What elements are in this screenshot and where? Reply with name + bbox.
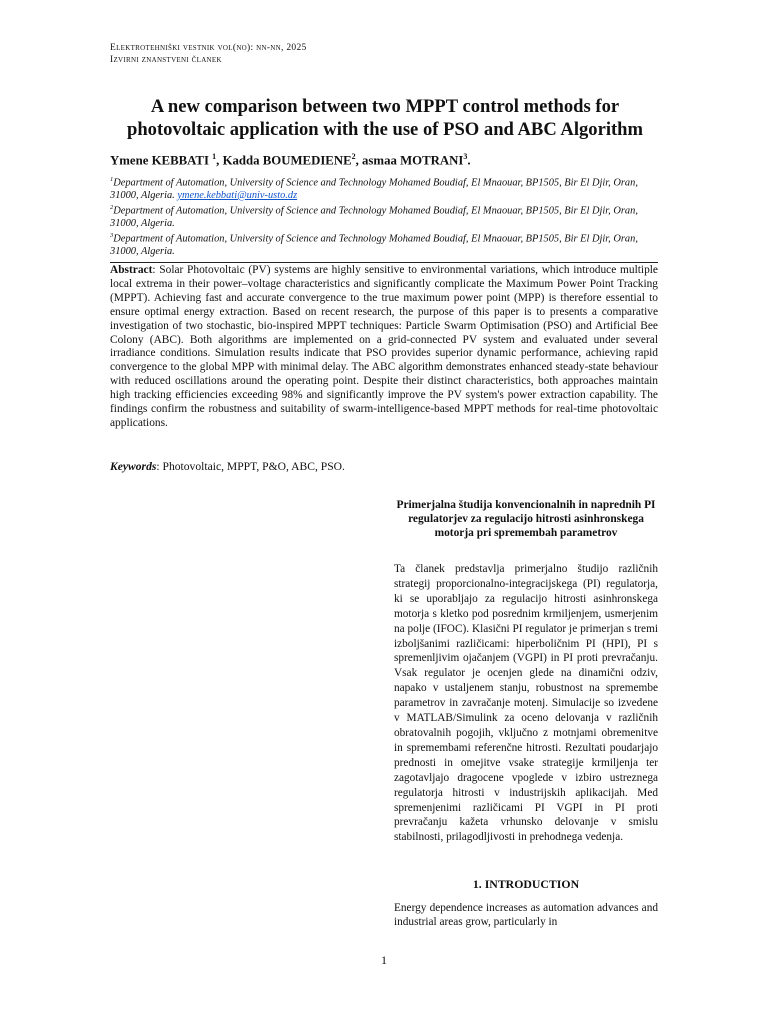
abstract-divider — [110, 262, 658, 263]
affiliation-item: $^2$Department of Automation, University of Science and Technology Mohamed Boudiaf, El Mnaouar, BP1505, Bir El Djir, Oran, 31000, Algeria. — [110, 204, 638, 229]
journal-header — [110, 42, 307, 66]
abstract-text: : Solar Photovoltaic (PV) systems are highly sensitive to environmental variations, which introduce multiple local extrema in their power–voltage characteristics and significantly complicate the Maximum Power Point Tracking (MPPT). Achieving fast and accurate convergence to the true maximum power point (MPP) is therefore essential to ensure optimal energy extraction. Based on recent research, the purpose of this paper is to presents a comparative investigation of two stochastic, bio-inspired MPPT techniques: Particle Swarm Optimisation (PSO) and Artificial Bee Colony (ABC). Both algorithms are implemented on a grid-connected PV system and evaluated under several irradiance conditions. Simulation results indicate that PSO provides superior dynamic performance, achieving rapid convergence to the global MPP with minimal delay. The ABC algorithm demonstrates enhanced steady-state behaviour with reduced oscillations around the operating point. Despite their distinct characteristics, both approaches maintain high tracking efficiencies exceeding 98% and significantly improve the PV system's power extraction capability. The findings confirm the robustness and suitability of swarm-intelligence-based MPPT methods for real-time photovoltaic applications. — [110, 264, 658, 429]
author-name: Ymene KEBBATI — [110, 153, 213, 168]
keywords — [110, 460, 345, 473]
email-link[interactable]: ymene.kebbati@univ-usto.dz — [177, 189, 298, 201]
author-affil-mark: 3 — [463, 152, 468, 161]
abstract-label: Abstract — [110, 264, 153, 276]
author-list: Ymene KEBBATI $^1$, Kadda BOUMEDIENE$^2$, asmaa MOTRANI$^3$. — [110, 152, 471, 168]
page-number: 1 — [381, 953, 387, 967]
author-affil-mark: 1 — [212, 152, 217, 161]
journal-line: Elektrotehniški vestnik vol(no): nn-nn, 2025 — [110, 43, 307, 53]
keywords-text: : Photovoltaic, MPPT, P&O, ABC, PSO. — [156, 460, 345, 473]
slovenian-abstract: Ta članek predstavlja primerjalno študijo različnih strategij proporcionalno-integracijskega (PI) regulatorja, ki se uporabljajo za regulacijo hitrosti asinhronskega motorja s kletko pod posrednim krmiljenjem, usmerjenim na polje (IFOC). Klasični PI regulator je primerjan s tremi izboljšanimi različicami: hiperboličnim PI (HPI), PI s spremenljivim ojačanjem (VGPI) in PI proti prevračanju. Vsak regulator je ocenjen glede na dinamični odziv, napako v ustaljenem stanju, robustnost na spremembe parametrov in zavračanje motenj. Simulacije so izvedene v MATLAB/Simulink za oceno delovanja v različnih obratovalnih pogojih, vključno z motnjami obremenitve in spremembami referenčne hitrosti. Rezultati poudarjajo prednosti in omejitve vsake strategije krmiljenja ter zagotavljajo dragocene vpoglede v izbiro ustreznega regulatorja hitrosti v industrijskih aplikacijah. Med spremenjenimi različicami PI VGPI in PI proti prevračanju kažeta vrhunsko delovanje v smislu stabilnosti, prilagodljivosti in prehodnega vedenja. — [394, 563, 658, 844]
introduction-text: Energy dependence increases as automation advances and industrial areas grow, particularly in — [394, 902, 658, 929]
author-name: Kadda BOUMEDIENE — [222, 153, 352, 168]
article-type-line: Izvirni znanstveni članek — [110, 55, 222, 65]
abstract — [110, 264, 658, 431]
author-affil-mark: 2 — [351, 152, 356, 161]
affiliation-item: $^3$Department of Automation, University of Science and Technology Mohamed Boudiaf, El Mnaouar, BP1505, Bir El Djir, Oran, 31000, Algeria. — [110, 232, 638, 257]
paper-title: A new comparison between two MPPT control methods for photovoltaic application with the use of PSO and ABC Algorithm — [126, 96, 644, 140]
affiliations — [110, 174, 658, 258]
slovenian-title: Primerjalna študija konvencionalnih in naprednih PI regulatorjev za regulacijo hitrosti asinhronskega motorja pri spremembah parametrov — [396, 499, 656, 540]
author-name: asmaa MOTRANI — [362, 153, 464, 168]
section-heading-introduction: 1. INTRODUCTION — [472, 877, 580, 891]
keywords-label: Keywords — [110, 460, 157, 473]
affiliation-item: $^1$Department of Automation, University of Science and Technology Mohamed Boudiaf, El Mnaouar, BP1505, Bir El Djir, Oran, 31000, Algeria. ymene.kebbati@univ-usto.dz — [110, 176, 638, 201]
